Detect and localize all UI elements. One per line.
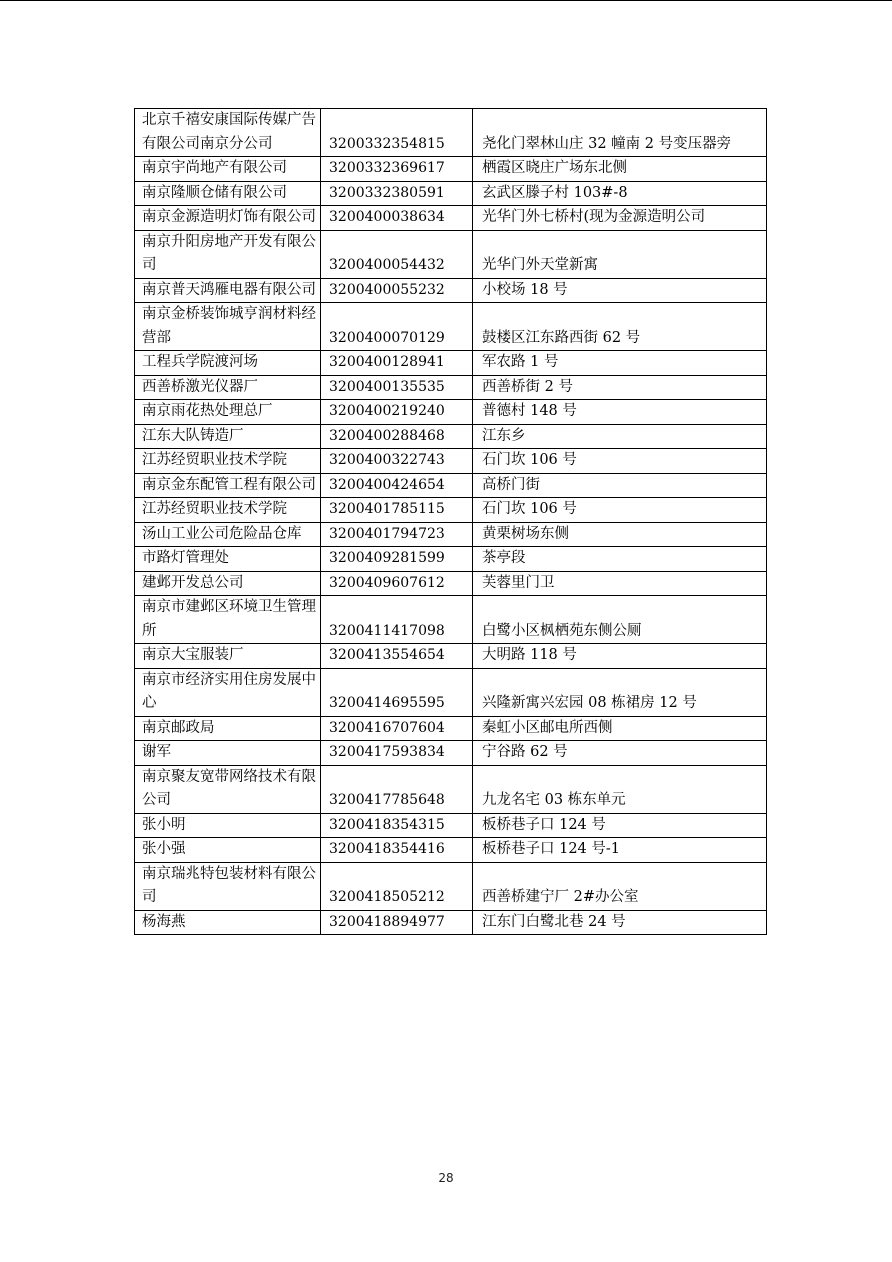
code-cell: 3200418894977 [321,910,473,935]
code-cell: 3200418354315 [321,813,473,838]
table-row [135,547,767,572]
code-cell: 3200400070129 [321,303,473,351]
code-cell: 3200400055232 [321,278,473,303]
table-row [135,303,767,351]
code-cell: 3200400054432 [321,230,473,278]
table-row [135,473,767,498]
table-row [135,424,767,449]
table-row [135,109,767,157]
code-cell: 3200332369617 [321,157,473,182]
code-cell: 3200332354815 [321,109,473,157]
table-row [135,813,767,838]
org-name-cell: 南京金源造明灯饰有限公司 [135,206,321,231]
address-cell: 军农路 1 号 [473,351,767,376]
table-row [135,838,767,863]
address-cell: 小校场 18 号 [473,278,767,303]
address-cell: 西善桥街 2 号 [473,375,767,400]
org-name-cell: 南京雨花热处理总厂 [135,400,321,425]
org-name-cell: 建邺开发总公司 [135,571,321,596]
address-cell: 板桥巷子口 124 号-1 [473,838,767,863]
table-row [135,278,767,303]
org-name-cell: 谢军 [135,741,321,766]
table-row [135,741,767,766]
org-name-cell: 南京升阳房地产开发有限公司 [135,230,321,278]
table-row [135,375,767,400]
org-name-cell: 南京瑞兆特包装材料有限公司 [135,862,321,910]
page-number: 28 [438,1171,454,1185]
address-cell: 光华门外天堂新寓 [473,230,767,278]
address-cell: 九龙名宅 03 栋东单元 [473,765,767,813]
address-cell: 普德村 148 号 [473,400,767,425]
code-cell: 3200409607612 [321,571,473,596]
address-cell: 江东门白鹭北巷 24 号 [473,910,767,935]
org-name-cell: 江苏经贸职业技术学院 [135,498,321,523]
table-row [135,571,767,596]
org-name-cell: 南京聚友宽带网络技术有限公司 [135,765,321,813]
code-cell: 3200400424654 [321,473,473,498]
org-name-cell: 南京宇尚地产有限公司 [135,157,321,182]
address-cell: 兴隆新寓兴宏园 08 栋裙房 12 号 [473,668,767,716]
code-cell: 3200409281599 [321,547,473,572]
code-cell: 3200418505212 [321,862,473,910]
address-cell: 石门坎 106 号 [473,498,767,523]
address-cell: 鼓楼区江东路西街 62 号 [473,303,767,351]
org-name-cell: 南京金东配管工程有限公司 [135,473,321,498]
code-cell: 3200418354416 [321,838,473,863]
table-row [135,230,767,278]
address-cell: 栖霞区晓庄广场东北侧 [473,157,767,182]
org-name-cell: 南京金桥装饰城亨润材料经营部 [135,303,321,351]
code-cell: 3200400322743 [321,449,473,474]
org-name-cell: 工程兵学院渡河场 [135,351,321,376]
code-cell: 3200411417098 [321,596,473,644]
address-cell: 尧化门翠林山庄 32 幢南 2 号变压器旁 [473,109,767,157]
table-row [135,910,767,935]
code-cell: 3200413554654 [321,644,473,669]
table-row [135,716,767,741]
address-cell: 芙蓉里门卫 [473,571,767,596]
address-cell: 高桥门街 [473,473,767,498]
org-name-cell: 南京普天鸿雁电器有限公司 [135,278,321,303]
address-cell: 宁谷路 62 号 [473,741,767,766]
org-name-cell: 张小明 [135,813,321,838]
table-row [135,449,767,474]
table-row [135,668,767,716]
address-cell: 黄栗树场东侧 [473,522,767,547]
code-cell: 3200400219240 [321,400,473,425]
table-row [135,596,767,644]
org-name-cell: 江苏经贸职业技术学院 [135,449,321,474]
table-row [135,181,767,206]
table-row [135,400,767,425]
org-name-cell: 南京市建邺区环境卫生管理所 [135,596,321,644]
records-table-body [135,109,767,935]
code-cell: 3200417593834 [321,741,473,766]
org-name-cell: 北京千禧安康国际传媒广告有限公司南京分公司 [135,109,321,157]
code-cell: 3200400135535 [321,375,473,400]
table-row [135,498,767,523]
address-cell: 石门坎 106 号 [473,449,767,474]
table-row [135,206,767,231]
address-cell: 板桥巷子口 124 号 [473,813,767,838]
org-name-cell: 南京市经济实用住房发展中心 [135,668,321,716]
code-cell: 3200414695595 [321,668,473,716]
code-cell: 3200401794723 [321,522,473,547]
address-cell: 秦虹小区邮电所西侧 [473,716,767,741]
org-name-cell: 张小强 [135,838,321,863]
code-cell: 3200400038634 [321,206,473,231]
code-cell: 3200400288468 [321,424,473,449]
org-name-cell: 西善桥激光仪器厂 [135,375,321,400]
org-name-cell: 南京邮政局 [135,716,321,741]
org-name-cell: 汤山工业公司危险品仓库 [135,522,321,547]
org-name-cell: 江东大队铸造厂 [135,424,321,449]
code-cell: 3200332380591 [321,181,473,206]
address-cell: 茶亭段 [473,547,767,572]
code-cell: 3200401785115 [321,498,473,523]
code-cell: 3200400128941 [321,351,473,376]
address-cell: 江东乡 [473,424,767,449]
address-cell: 大明路 118 号 [473,644,767,669]
address-cell: 光华门外七桥村(现为金源造明公司 [473,206,767,231]
table-row [135,522,767,547]
records-table [134,108,767,935]
org-name-cell: 杨海燕 [135,910,321,935]
table-row [135,765,767,813]
org-name-cell: 南京隆顺仓储有限公司 [135,181,321,206]
org-name-cell: 市路灯管理处 [135,547,321,572]
code-cell: 3200416707604 [321,716,473,741]
address-cell: 玄武区滕子村 103#-8 [473,181,767,206]
table-row [135,157,767,182]
table-row [135,351,767,376]
code-cell: 3200417785648 [321,765,473,813]
table-row [135,862,767,910]
table-row [135,644,767,669]
top-border-line [0,0,892,1]
address-cell: 白鹭小区枫栖苑东侧公厕 [473,596,767,644]
org-name-cell: 南京大宝服装厂 [135,644,321,669]
address-cell: 西善桥建宁厂 2#办公室 [473,862,767,910]
